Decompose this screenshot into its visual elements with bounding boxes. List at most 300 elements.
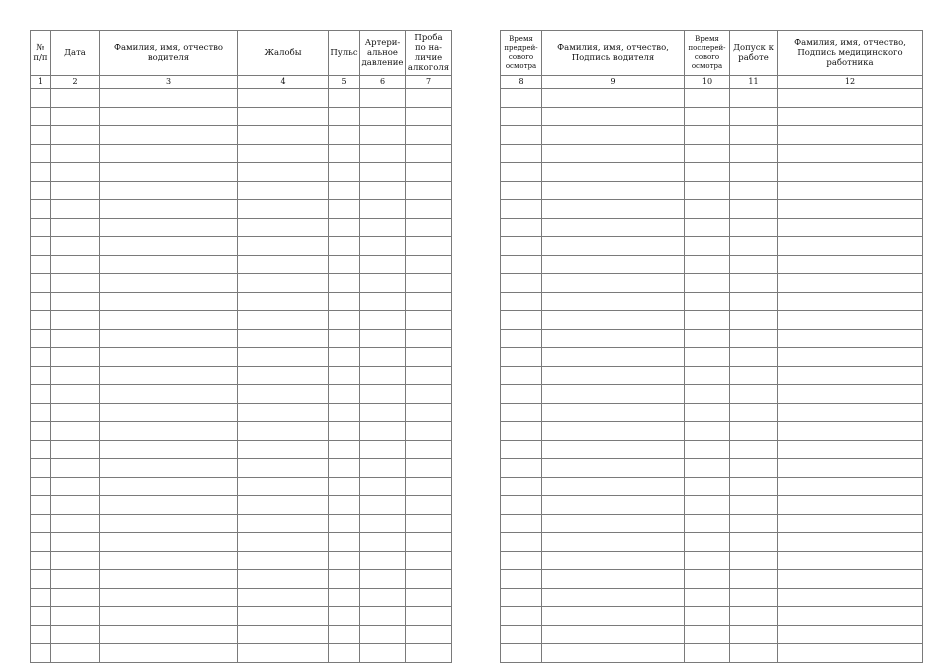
blank-entry-cell[interactable] — [406, 292, 452, 311]
blank-entry-cell[interactable] — [238, 459, 329, 478]
blank-entry-cell[interactable] — [100, 385, 238, 404]
blank-entry-cell[interactable] — [100, 570, 238, 589]
blank-entry-cell[interactable] — [730, 607, 778, 626]
blank-entry-cell[interactable] — [685, 496, 730, 515]
blank-entry-cell[interactable] — [501, 107, 542, 126]
blank-entry-cell[interactable] — [31, 366, 51, 385]
blank-entry-cell[interactable] — [329, 644, 360, 663]
blank-entry-cell[interactable] — [360, 514, 406, 533]
blank-entry-cell[interactable] — [329, 477, 360, 496]
blank-entry-cell[interactable] — [238, 144, 329, 163]
blank-entry-cell[interactable] — [542, 514, 685, 533]
blank-entry-cell[interactable] — [501, 385, 542, 404]
blank-entry-cell[interactable] — [51, 200, 100, 219]
blank-entry-cell[interactable] — [51, 514, 100, 533]
blank-entry-cell[interactable] — [238, 348, 329, 367]
blank-entry-cell[interactable] — [778, 163, 923, 182]
blank-entry-cell[interactable] — [685, 588, 730, 607]
blank-entry-cell[interactable] — [329, 126, 360, 145]
blank-entry-cell[interactable] — [542, 422, 685, 441]
blank-entry-cell[interactable] — [685, 385, 730, 404]
blank-entry-cell[interactable] — [730, 348, 778, 367]
blank-entry-cell[interactable] — [329, 163, 360, 182]
blank-entry-cell[interactable] — [778, 440, 923, 459]
blank-entry-cell[interactable] — [685, 126, 730, 145]
blank-entry-cell[interactable] — [501, 366, 542, 385]
blank-entry-cell[interactable] — [501, 570, 542, 589]
blank-entry-cell[interactable] — [778, 459, 923, 478]
blank-entry-cell[interactable] — [238, 588, 329, 607]
blank-entry-cell[interactable] — [778, 551, 923, 570]
blank-entry-cell[interactable] — [685, 570, 730, 589]
blank-entry-cell[interactable] — [542, 311, 685, 330]
blank-entry-cell[interactable] — [542, 329, 685, 348]
blank-entry-cell[interactable] — [100, 514, 238, 533]
blank-entry-cell[interactable] — [31, 570, 51, 589]
blank-entry-cell[interactable] — [542, 237, 685, 256]
blank-entry-cell[interactable] — [51, 144, 100, 163]
blank-entry-cell[interactable] — [100, 292, 238, 311]
blank-entry-cell[interactable] — [100, 200, 238, 219]
blank-entry-cell[interactable] — [100, 237, 238, 256]
blank-entry-cell[interactable] — [730, 625, 778, 644]
blank-entry-cell[interactable] — [501, 551, 542, 570]
blank-entry-cell[interactable] — [685, 292, 730, 311]
blank-entry-cell[interactable] — [100, 126, 238, 145]
blank-entry-cell[interactable] — [238, 625, 329, 644]
blank-entry-cell[interactable] — [100, 403, 238, 422]
blank-entry-cell[interactable] — [51, 496, 100, 515]
blank-entry-cell[interactable] — [31, 163, 51, 182]
blank-entry-cell[interactable] — [501, 514, 542, 533]
blank-entry-cell[interactable] — [778, 403, 923, 422]
blank-entry-cell[interactable] — [329, 274, 360, 293]
blank-entry-cell[interactable] — [51, 440, 100, 459]
blank-entry-cell[interactable] — [406, 533, 452, 552]
blank-entry-cell[interactable] — [329, 329, 360, 348]
blank-entry-cell[interactable] — [51, 570, 100, 589]
blank-entry-cell[interactable] — [360, 200, 406, 219]
blank-entry-cell[interactable] — [329, 107, 360, 126]
blank-entry-cell[interactable] — [31, 625, 51, 644]
blank-entry-cell[interactable] — [238, 107, 329, 126]
blank-entry-cell[interactable] — [542, 385, 685, 404]
blank-entry-cell[interactable] — [406, 200, 452, 219]
blank-entry-cell[interactable] — [685, 329, 730, 348]
blank-entry-cell[interactable] — [501, 329, 542, 348]
blank-entry-cell[interactable] — [778, 644, 923, 663]
blank-entry-cell[interactable] — [51, 255, 100, 274]
blank-entry-cell[interactable] — [51, 348, 100, 367]
blank-entry-cell[interactable] — [685, 237, 730, 256]
blank-entry-cell[interactable] — [730, 255, 778, 274]
blank-entry-cell[interactable] — [730, 329, 778, 348]
blank-entry-cell[interactable] — [542, 459, 685, 478]
blank-entry-cell[interactable] — [542, 274, 685, 293]
blank-entry-cell[interactable] — [542, 255, 685, 274]
blank-entry-cell[interactable] — [778, 107, 923, 126]
blank-entry-cell[interactable] — [100, 496, 238, 515]
blank-entry-cell[interactable] — [501, 422, 542, 441]
blank-entry-cell[interactable] — [329, 551, 360, 570]
blank-entry-cell[interactable] — [406, 403, 452, 422]
blank-entry-cell[interactable] — [501, 255, 542, 274]
blank-entry-cell[interactable] — [238, 218, 329, 237]
blank-entry-cell[interactable] — [360, 292, 406, 311]
blank-entry-cell[interactable] — [329, 403, 360, 422]
blank-entry-cell[interactable] — [360, 644, 406, 663]
blank-entry-cell[interactable] — [542, 89, 685, 108]
blank-entry-cell[interactable] — [778, 274, 923, 293]
blank-entry-cell[interactable] — [778, 533, 923, 552]
blank-entry-cell[interactable] — [360, 551, 406, 570]
blank-entry-cell[interactable] — [685, 403, 730, 422]
blank-entry-cell[interactable] — [51, 329, 100, 348]
blank-entry-cell[interactable] — [406, 514, 452, 533]
blank-entry-cell[interactable] — [360, 459, 406, 478]
blank-entry-cell[interactable] — [238, 311, 329, 330]
blank-entry-cell[interactable] — [501, 440, 542, 459]
blank-entry-cell[interactable] — [329, 385, 360, 404]
blank-entry-cell[interactable] — [360, 588, 406, 607]
blank-entry-cell[interactable] — [730, 237, 778, 256]
blank-entry-cell[interactable] — [31, 107, 51, 126]
blank-entry-cell[interactable] — [31, 237, 51, 256]
blank-entry-cell[interactable] — [730, 89, 778, 108]
blank-entry-cell[interactable] — [685, 218, 730, 237]
blank-entry-cell[interactable] — [329, 533, 360, 552]
blank-entry-cell[interactable] — [730, 311, 778, 330]
blank-entry-cell[interactable] — [100, 625, 238, 644]
blank-entry-cell[interactable] — [685, 366, 730, 385]
blank-entry-cell[interactable] — [542, 403, 685, 422]
blank-entry-cell[interactable] — [406, 181, 452, 200]
blank-entry-cell[interactable] — [329, 607, 360, 626]
blank-entry-cell[interactable] — [542, 477, 685, 496]
blank-entry-cell[interactable] — [31, 274, 51, 293]
blank-entry-cell[interactable] — [100, 218, 238, 237]
blank-entry-cell[interactable] — [238, 496, 329, 515]
blank-entry-cell[interactable] — [238, 403, 329, 422]
blank-entry-cell[interactable] — [406, 218, 452, 237]
blank-entry-cell[interactable] — [730, 292, 778, 311]
blank-entry-cell[interactable] — [685, 459, 730, 478]
blank-entry-cell[interactable] — [31, 218, 51, 237]
blank-entry-cell[interactable] — [542, 644, 685, 663]
blank-entry-cell[interactable] — [238, 292, 329, 311]
blank-entry-cell[interactable] — [329, 89, 360, 108]
blank-entry-cell[interactable] — [501, 200, 542, 219]
blank-entry-cell[interactable] — [329, 292, 360, 311]
blank-entry-cell[interactable] — [778, 292, 923, 311]
blank-entry-cell[interactable] — [360, 218, 406, 237]
blank-entry-cell[interactable] — [685, 625, 730, 644]
blank-entry-cell[interactable] — [51, 366, 100, 385]
blank-entry-cell[interactable] — [406, 644, 452, 663]
blank-entry-cell[interactable] — [685, 533, 730, 552]
blank-entry-cell[interactable] — [778, 514, 923, 533]
blank-entry-cell[interactable] — [51, 625, 100, 644]
blank-entry-cell[interactable] — [100, 366, 238, 385]
blank-entry-cell[interactable] — [730, 218, 778, 237]
blank-entry-cell[interactable] — [100, 311, 238, 330]
blank-entry-cell[interactable] — [778, 366, 923, 385]
blank-entry-cell[interactable] — [360, 570, 406, 589]
blank-entry-cell[interactable] — [360, 607, 406, 626]
blank-entry-cell[interactable] — [778, 385, 923, 404]
blank-entry-cell[interactable] — [542, 551, 685, 570]
blank-entry-cell[interactable] — [685, 514, 730, 533]
blank-entry-cell[interactable] — [100, 163, 238, 182]
blank-entry-cell[interactable] — [730, 422, 778, 441]
blank-entry-cell[interactable] — [501, 274, 542, 293]
blank-entry-cell[interactable] — [51, 533, 100, 552]
blank-entry-cell[interactable] — [100, 644, 238, 663]
blank-entry-cell[interactable] — [100, 329, 238, 348]
blank-entry-cell[interactable] — [51, 607, 100, 626]
blank-entry-cell[interactable] — [31, 144, 51, 163]
blank-entry-cell[interactable] — [51, 588, 100, 607]
blank-entry-cell[interactable] — [360, 625, 406, 644]
blank-entry-cell[interactable] — [31, 329, 51, 348]
blank-entry-cell[interactable] — [685, 163, 730, 182]
blank-entry-cell[interactable] — [51, 477, 100, 496]
blank-entry-cell[interactable] — [329, 255, 360, 274]
blank-entry-cell[interactable] — [501, 348, 542, 367]
blank-entry-cell[interactable] — [730, 366, 778, 385]
blank-entry-cell[interactable] — [360, 237, 406, 256]
blank-entry-cell[interactable] — [406, 107, 452, 126]
blank-entry-cell[interactable] — [542, 570, 685, 589]
blank-entry-cell[interactable] — [778, 89, 923, 108]
blank-entry-cell[interactable] — [360, 440, 406, 459]
blank-entry-cell[interactable] — [542, 440, 685, 459]
blank-entry-cell[interactable] — [329, 348, 360, 367]
blank-entry-cell[interactable] — [51, 459, 100, 478]
blank-entry-cell[interactable] — [51, 107, 100, 126]
blank-entry-cell[interactable] — [31, 422, 51, 441]
blank-entry-cell[interactable] — [31, 440, 51, 459]
blank-entry-cell[interactable] — [100, 533, 238, 552]
blank-entry-cell[interactable] — [778, 237, 923, 256]
blank-entry-cell[interactable] — [51, 551, 100, 570]
blank-entry-cell[interactable] — [406, 385, 452, 404]
blank-entry-cell[interactable] — [100, 348, 238, 367]
blank-entry-cell[interactable] — [360, 163, 406, 182]
blank-entry-cell[interactable] — [360, 477, 406, 496]
blank-entry-cell[interactable] — [501, 181, 542, 200]
blank-entry-cell[interactable] — [31, 403, 51, 422]
blank-entry-cell[interactable] — [31, 292, 51, 311]
blank-entry-cell[interactable] — [501, 292, 542, 311]
blank-entry-cell[interactable] — [406, 496, 452, 515]
blank-entry-cell[interactable] — [406, 570, 452, 589]
blank-entry-cell[interactable] — [730, 514, 778, 533]
blank-entry-cell[interactable] — [542, 292, 685, 311]
blank-entry-cell[interactable] — [406, 144, 452, 163]
blank-entry-cell[interactable] — [501, 533, 542, 552]
blank-entry-cell[interactable] — [238, 385, 329, 404]
blank-entry-cell[interactable] — [100, 607, 238, 626]
blank-entry-cell[interactable] — [778, 348, 923, 367]
blank-entry-cell[interactable] — [685, 274, 730, 293]
blank-entry-cell[interactable] — [100, 440, 238, 459]
blank-entry-cell[interactable] — [360, 107, 406, 126]
blank-entry-cell[interactable] — [31, 181, 51, 200]
blank-entry-cell[interactable] — [501, 477, 542, 496]
blank-entry-cell[interactable] — [406, 329, 452, 348]
blank-entry-cell[interactable] — [730, 477, 778, 496]
blank-entry-cell[interactable] — [542, 107, 685, 126]
blank-entry-cell[interactable] — [100, 144, 238, 163]
blank-entry-cell[interactable] — [238, 366, 329, 385]
blank-entry-cell[interactable] — [100, 107, 238, 126]
blank-entry-cell[interactable] — [51, 403, 100, 422]
blank-entry-cell[interactable] — [238, 514, 329, 533]
blank-entry-cell[interactable] — [360, 385, 406, 404]
blank-entry-cell[interactable] — [329, 459, 360, 478]
blank-entry-cell[interactable] — [542, 533, 685, 552]
blank-entry-cell[interactable] — [501, 89, 542, 108]
blank-entry-cell[interactable] — [542, 607, 685, 626]
blank-entry-cell[interactable] — [685, 348, 730, 367]
blank-entry-cell[interactable] — [238, 422, 329, 441]
blank-entry-cell[interactable] — [685, 107, 730, 126]
blank-entry-cell[interactable] — [730, 496, 778, 515]
blank-entry-cell[interactable] — [685, 644, 730, 663]
blank-entry-cell[interactable] — [730, 385, 778, 404]
blank-entry-cell[interactable] — [730, 403, 778, 422]
blank-entry-cell[interactable] — [360, 329, 406, 348]
blank-entry-cell[interactable] — [685, 477, 730, 496]
blank-entry-cell[interactable] — [406, 89, 452, 108]
blank-entry-cell[interactable] — [329, 588, 360, 607]
blank-entry-cell[interactable] — [51, 422, 100, 441]
blank-entry-cell[interactable] — [406, 366, 452, 385]
blank-entry-cell[interactable] — [501, 144, 542, 163]
blank-entry-cell[interactable] — [501, 588, 542, 607]
blank-entry-cell[interactable] — [501, 625, 542, 644]
blank-entry-cell[interactable] — [31, 477, 51, 496]
blank-entry-cell[interactable] — [778, 477, 923, 496]
blank-entry-cell[interactable] — [360, 126, 406, 145]
blank-entry-cell[interactable] — [406, 237, 452, 256]
blank-entry-cell[interactable] — [329, 496, 360, 515]
blank-entry-cell[interactable] — [778, 570, 923, 589]
blank-entry-cell[interactable] — [360, 422, 406, 441]
blank-entry-cell[interactable] — [100, 551, 238, 570]
blank-entry-cell[interactable] — [238, 89, 329, 108]
blank-entry-cell[interactable] — [778, 200, 923, 219]
blank-entry-cell[interactable] — [329, 218, 360, 237]
blank-entry-cell[interactable] — [51, 311, 100, 330]
blank-entry-cell[interactable] — [238, 255, 329, 274]
blank-entry-cell[interactable] — [360, 311, 406, 330]
blank-entry-cell[interactable] — [730, 533, 778, 552]
blank-entry-cell[interactable] — [51, 385, 100, 404]
blank-entry-cell[interactable] — [542, 218, 685, 237]
blank-entry-cell[interactable] — [238, 570, 329, 589]
blank-entry-cell[interactable] — [329, 311, 360, 330]
blank-entry-cell[interactable] — [238, 200, 329, 219]
blank-entry-cell[interactable] — [778, 144, 923, 163]
blank-entry-cell[interactable] — [730, 200, 778, 219]
blank-entry-cell[interactable] — [730, 181, 778, 200]
blank-entry-cell[interactable] — [329, 440, 360, 459]
blank-entry-cell[interactable] — [406, 588, 452, 607]
blank-entry-cell[interactable] — [329, 366, 360, 385]
blank-entry-cell[interactable] — [238, 607, 329, 626]
blank-entry-cell[interactable] — [100, 181, 238, 200]
blank-entry-cell[interactable] — [100, 477, 238, 496]
blank-entry-cell[interactable] — [685, 422, 730, 441]
blank-entry-cell[interactable] — [31, 255, 51, 274]
blank-entry-cell[interactable] — [329, 200, 360, 219]
blank-entry-cell[interactable] — [238, 477, 329, 496]
blank-entry-cell[interactable] — [329, 144, 360, 163]
blank-entry-cell[interactable] — [406, 255, 452, 274]
blank-entry-cell[interactable] — [31, 385, 51, 404]
blank-entry-cell[interactable] — [685, 255, 730, 274]
blank-entry-cell[interactable] — [100, 89, 238, 108]
blank-entry-cell[interactable] — [730, 551, 778, 570]
blank-entry-cell[interactable] — [778, 218, 923, 237]
blank-entry-cell[interactable] — [730, 459, 778, 478]
blank-entry-cell[interactable] — [238, 551, 329, 570]
blank-entry-cell[interactable] — [685, 440, 730, 459]
blank-entry-cell[interactable] — [329, 514, 360, 533]
blank-entry-cell[interactable] — [31, 200, 51, 219]
blank-entry-cell[interactable] — [501, 218, 542, 237]
blank-entry-cell[interactable] — [542, 126, 685, 145]
blank-entry-cell[interactable] — [360, 181, 406, 200]
blank-entry-cell[interactable] — [778, 607, 923, 626]
blank-entry-cell[interactable] — [238, 163, 329, 182]
blank-entry-cell[interactable] — [730, 588, 778, 607]
blank-entry-cell[interactable] — [501, 607, 542, 626]
blank-entry-cell[interactable] — [100, 459, 238, 478]
blank-entry-cell[interactable] — [238, 644, 329, 663]
blank-entry-cell[interactable] — [730, 163, 778, 182]
blank-entry-cell[interactable] — [501, 237, 542, 256]
blank-entry-cell[interactable] — [406, 348, 452, 367]
blank-entry-cell[interactable] — [406, 440, 452, 459]
blank-entry-cell[interactable] — [31, 514, 51, 533]
blank-entry-cell[interactable] — [238, 329, 329, 348]
blank-entry-cell[interactable] — [406, 274, 452, 293]
blank-entry-cell[interactable] — [501, 163, 542, 182]
blank-entry-cell[interactable] — [329, 181, 360, 200]
blank-entry-cell[interactable] — [51, 163, 100, 182]
blank-entry-cell[interactable] — [501, 459, 542, 478]
blank-entry-cell[interactable] — [360, 89, 406, 108]
blank-entry-cell[interactable] — [406, 163, 452, 182]
blank-entry-cell[interactable] — [31, 459, 51, 478]
blank-entry-cell[interactable] — [778, 625, 923, 644]
blank-entry-cell[interactable] — [542, 200, 685, 219]
blank-entry-cell[interactable] — [360, 496, 406, 515]
blank-entry-cell[interactable] — [31, 496, 51, 515]
blank-entry-cell[interactable] — [329, 422, 360, 441]
blank-entry-cell[interactable] — [51, 274, 100, 293]
blank-entry-cell[interactable] — [542, 181, 685, 200]
blank-entry-cell[interactable] — [406, 459, 452, 478]
blank-entry-cell[interactable] — [31, 533, 51, 552]
blank-entry-cell[interactable] — [360, 144, 406, 163]
blank-entry-cell[interactable] — [238, 533, 329, 552]
blank-entry-cell[interactable] — [360, 366, 406, 385]
blank-entry-cell[interactable] — [329, 237, 360, 256]
